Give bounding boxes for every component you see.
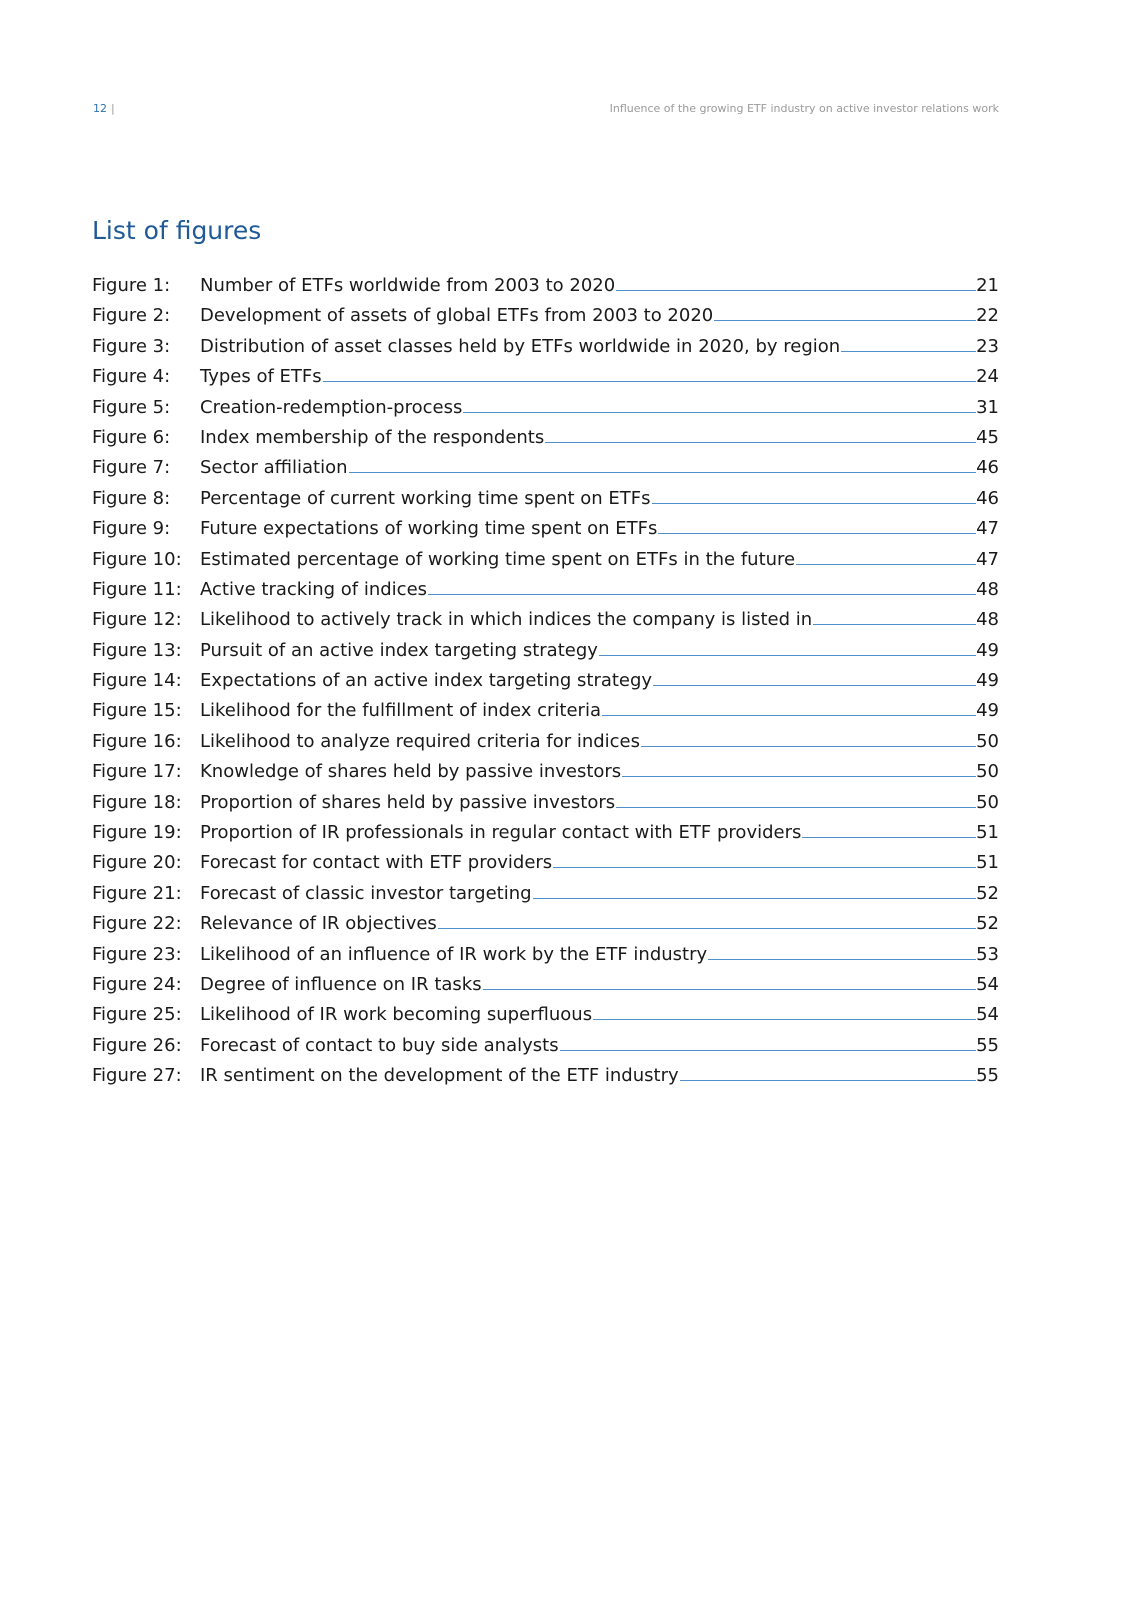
leader-line: [708, 959, 976, 960]
leader-line: [622, 776, 976, 777]
figure-list-entry[interactable]: [92, 453, 999, 483]
figure-label: Figure 19:: [92, 822, 182, 844]
figure-page-number: 50: [976, 791, 999, 813]
figure-list-entry[interactable]: [92, 545, 999, 575]
figure-label: Figure 8:: [92, 487, 171, 509]
figure-list-entry[interactable]: [92, 301, 999, 331]
figure-title: Percentage of current working time spent on ETFs: [200, 487, 651, 509]
figure-title: Forecast for contact with ETF providers: [200, 852, 553, 874]
figure-page-number: 55: [976, 1065, 999, 1087]
figure-list-entry[interactable]: [92, 1061, 999, 1091]
figure-page-number: 52: [976, 913, 999, 935]
figure-page-number: 52: [976, 882, 999, 904]
figure-list-entry[interactable]: [92, 332, 999, 362]
figure-page-number: 50: [976, 761, 999, 783]
figure-list-entry[interactable]: [92, 970, 999, 1000]
figure-page-number: 54: [976, 973, 999, 995]
leader-line: [533, 898, 977, 899]
header-separator: |: [111, 101, 115, 115]
figure-label: Figure 10:: [92, 548, 182, 570]
figure-page-number: 47: [976, 548, 999, 570]
figure-list-entry[interactable]: [92, 362, 999, 392]
figure-page-number: 46: [976, 487, 999, 509]
figure-list-entry[interactable]: [92, 666, 999, 696]
figure-page-number: 50: [976, 730, 999, 752]
figure-title: Sector affiliation: [200, 457, 348, 479]
figure-page-number: 24: [976, 366, 999, 388]
leader-line: [841, 351, 976, 352]
figure-label: Figure 12:: [92, 609, 182, 631]
figure-title: Index membership of the respondents: [200, 426, 545, 448]
figure-label: Figure 20:: [92, 852, 182, 874]
figure-title: Expectations of an active index targeting strategy: [200, 670, 653, 692]
figure-list-entry[interactable]: [92, 940, 999, 970]
figure-label: Figure 2:: [92, 305, 171, 327]
figure-label: Figure 4:: [92, 366, 171, 388]
page-number: [93, 102, 115, 115]
page-number-value: 12: [93, 101, 107, 115]
figure-title: Proportion of IR professionals in regular contact with ETF providers: [200, 822, 802, 844]
leader-line: [813, 624, 976, 625]
figure-list-entry[interactable]: [92, 727, 999, 757]
figure-list-entry[interactable]: [92, 788, 999, 818]
leader-line: [658, 533, 976, 534]
figure-list-entry[interactable]: [92, 757, 999, 787]
figure-label: Figure 24:: [92, 973, 182, 995]
figure-page-number: 22: [976, 305, 999, 327]
figure-title: Distribution of asset classes held by ETFs worldwide in 2020, by region: [200, 335, 841, 357]
figure-list-entry[interactable]: [92, 484, 999, 514]
figure-page-number: 54: [976, 1004, 999, 1026]
leader-line: [680, 1080, 976, 1081]
figure-title: Likelihood to analyze required criteria for indices: [200, 730, 641, 752]
figure-title: Active tracking of indices: [200, 578, 428, 600]
figure-title: Estimated percentage of working time spent on ETFs in the future: [200, 548, 796, 570]
figure-title: IR sentiment on the development of the ETF industry: [200, 1065, 679, 1087]
figure-page-number: 48: [976, 578, 999, 600]
figure-label: Figure 5:: [92, 396, 171, 418]
figure-label: Figure 27:: [92, 1065, 182, 1087]
figure-page-number: 49: [976, 700, 999, 722]
leader-line: [349, 472, 977, 473]
figure-title: Types of ETFs: [200, 366, 322, 388]
figure-title: Creation-redemption-process: [200, 396, 463, 418]
figure-page-number: 51: [976, 852, 999, 874]
figure-page-number: 48: [976, 609, 999, 631]
figure-list-entry[interactable]: [92, 848, 999, 878]
figure-label: Figure 6:: [92, 426, 171, 448]
figure-page-number: 49: [976, 670, 999, 692]
figure-list-entry[interactable]: [92, 423, 999, 453]
figure-page-number: 46: [976, 457, 999, 479]
figure-page-number: 45: [976, 426, 999, 448]
running-header: [93, 100, 999, 116]
figure-page-number: 49: [976, 639, 999, 661]
leader-line: [483, 989, 977, 990]
leader-line: [641, 746, 976, 747]
figure-page-number: 23: [976, 335, 999, 357]
figure-list-entry[interactable]: [92, 1000, 999, 1030]
figure-title: Relevance of IR objectives: [200, 913, 437, 935]
figure-list-entry[interactable]: [92, 636, 999, 666]
figure-list-entry[interactable]: [92, 1031, 999, 1061]
figure-title: Proportion of shares held by passive investors: [200, 791, 616, 813]
figure-label: Figure 26:: [92, 1034, 182, 1056]
figure-title: Forecast of classic investor targeting: [200, 882, 532, 904]
figure-label: Figure 17:: [92, 761, 182, 783]
leader-line: [428, 594, 976, 595]
leader-line: [593, 1019, 976, 1020]
leader-line: [463, 412, 976, 413]
figure-list-entry[interactable]: [92, 818, 999, 848]
figure-list-entry[interactable]: [92, 879, 999, 909]
leader-line: [796, 564, 976, 565]
figure-page-number: 21: [976, 275, 999, 296]
figure-title: Degree of influence on IR tasks: [200, 973, 482, 995]
figure-page-number: 53: [976, 943, 999, 965]
leader-line: [560, 1050, 977, 1051]
figure-title: Development of assets of global ETFs from 2003 to 2020: [200, 305, 714, 327]
figure-list-entry[interactable]: [92, 271, 999, 301]
figure-label: Figure 23:: [92, 943, 182, 965]
figure-title: Pursuit of an active index targeting strategy: [200, 639, 598, 661]
leader-line: [553, 867, 976, 868]
figure-label: Figure 14:: [92, 670, 182, 692]
section-title: List of figures: [92, 216, 262, 245]
figure-list-entry[interactable]: [92, 696, 999, 726]
figure-page-number: 31: [976, 396, 999, 418]
figure-label: Figure 13:: [92, 639, 182, 661]
figure-label: Figure 21:: [92, 882, 182, 904]
figure-list-entry[interactable]: [92, 605, 999, 635]
figure-label: Figure 1:: [92, 275, 171, 296]
leader-line: [653, 685, 976, 686]
figure-label: Figure 22:: [92, 913, 182, 935]
leader-line: [545, 442, 976, 443]
figure-title: Likelihood of IR work becoming superfluous: [200, 1004, 593, 1026]
figure-list-entry[interactable]: [92, 909, 999, 939]
figure-title: Forecast of contact to buy side analysts: [200, 1034, 559, 1056]
figure-label: Figure 25:: [92, 1004, 182, 1026]
leader-line: [616, 290, 976, 291]
figure-label: Figure 18:: [92, 791, 182, 813]
figure-label: Figure 9:: [92, 518, 171, 540]
figure-list-entry[interactable]: [92, 514, 999, 544]
leader-line: [802, 837, 976, 838]
figure-label: Figure 7:: [92, 457, 171, 479]
leader-line: [602, 715, 976, 716]
figure-page-number: 51: [976, 822, 999, 844]
leader-line: [616, 807, 976, 808]
figure-title: Likelihood for the fulfillment of index criteria: [200, 700, 601, 722]
figure-list-entry[interactable]: [92, 575, 999, 605]
leader-line: [599, 655, 976, 656]
figure-list: [92, 271, 999, 1092]
leader-line: [323, 381, 976, 382]
figure-title: Likelihood to actively track in which indices the company is listed in: [200, 609, 813, 631]
document-title: Influence of the growing ETF industry on active investor relations work: [609, 101, 999, 115]
figure-title: Number of ETFs worldwide from 2003 to 2020: [200, 275, 616, 296]
figure-label: Figure 11:: [92, 578, 182, 600]
figure-label: Figure 3:: [92, 335, 171, 357]
figure-title: Likelihood of an influence of IR work by the ETF industry: [200, 943, 708, 965]
figure-label: Figure 16:: [92, 730, 182, 752]
leader-line: [438, 928, 976, 929]
figure-label: Figure 15:: [92, 700, 182, 722]
leader-line: [652, 503, 977, 504]
figure-list-entry[interactable]: [92, 393, 999, 423]
figure-page-number: 47: [976, 518, 999, 540]
figure-page-number: 55: [976, 1034, 999, 1056]
figure-title: Knowledge of shares held by passive investors: [200, 761, 622, 783]
leader-line: [714, 320, 976, 321]
figure-title: Future expectations of working time spent on ETFs: [200, 518, 658, 540]
